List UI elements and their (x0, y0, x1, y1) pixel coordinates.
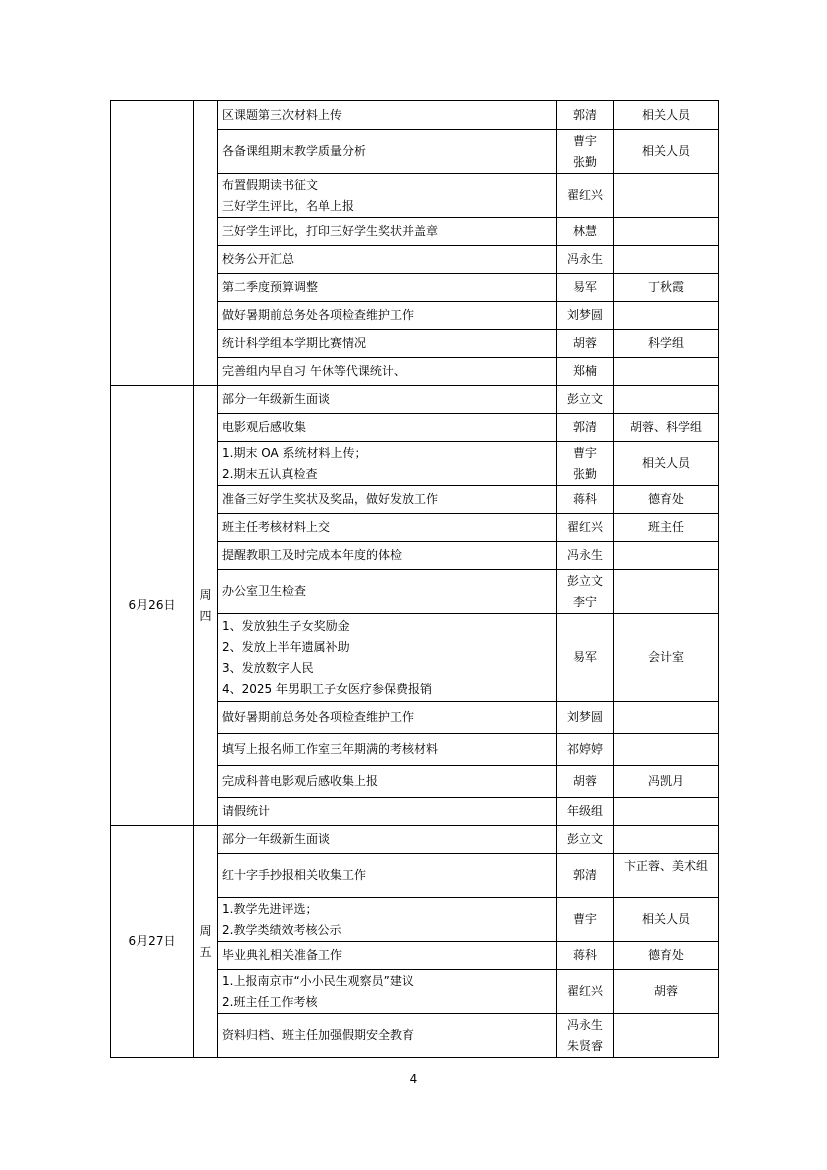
person-name: 易军 (572, 650, 597, 664)
task-line: 三好学生评比，名单上报 (222, 198, 355, 213)
weekday-cell (194, 826, 218, 1058)
collaborator-cell: 胡蓉 (614, 970, 719, 1014)
task-cell (218, 414, 557, 442)
person-cell (557, 302, 614, 330)
task-line: 统计科学组本学期比赛情况 (222, 336, 367, 350)
task-cell (218, 898, 557, 942)
task-cell (218, 514, 557, 542)
task-line: 3、发放数字人民 (222, 660, 314, 675)
task-line: 完善组内早自习 午休等代课统计、 (222, 364, 406, 378)
task-cell (218, 130, 557, 174)
person-cell (557, 414, 614, 442)
person-name: 年级组 (566, 804, 603, 818)
task-cell (218, 570, 557, 614)
task-cell (218, 486, 557, 514)
task-line: 布置假期读书征文 (222, 177, 319, 192)
person-cell (557, 514, 614, 542)
table-row (111, 386, 719, 414)
collaborator-cell (614, 542, 719, 570)
task-cell (218, 246, 557, 274)
task-cell (218, 101, 557, 130)
collaborator-cell: 相关人员 (614, 442, 719, 486)
task-line: 1.上报南京市“小小民生观察员”建议 (222, 973, 414, 988)
person-cell (557, 330, 614, 358)
person-name: 林慧 (572, 224, 597, 238)
task-line: 填写上报名师工作室三年期满的考核材料 (222, 742, 439, 756)
person-name: 翟红兴 (566, 984, 603, 998)
task-line: 4、2025 年男职工子女医疗参保费报销 (222, 681, 432, 696)
person-name: 曹宇 (572, 445, 597, 460)
collaborator-cell: 冯凯月 (614, 766, 719, 798)
collaborator-cell (614, 570, 719, 614)
task-cell (218, 302, 557, 330)
task-cell (218, 854, 557, 898)
weekday-char: 五 (199, 944, 212, 959)
task-line: 区课题第三次材料上传 (222, 107, 343, 122)
weekday-char: 周 (199, 587, 212, 602)
table-row (111, 826, 719, 854)
person-name: 易军 (572, 280, 597, 294)
person-cell (557, 766, 614, 798)
collaborator-cell: 胡蓉、科学组 (614, 414, 719, 442)
table-row (111, 101, 719, 130)
person-name: 冯永生 (566, 1017, 603, 1032)
person-cell (557, 486, 614, 514)
collaborator-cell (614, 174, 719, 218)
task-cell (218, 218, 557, 246)
person-name: 冯永生 (566, 548, 603, 562)
person-name: 彭立文 (566, 573, 603, 588)
schedule-table (110, 100, 719, 1058)
task-line: 红十字手抄报相关收集工作 (222, 868, 367, 882)
task-line: 请假统计 (222, 804, 271, 818)
person-name: 郭清 (572, 107, 597, 122)
task-line: 三好学生评比，打印三好学生奖状并盖章 (222, 224, 439, 238)
collaborator-cell (614, 386, 719, 414)
task-line: 2.教学类绩效考核公示 (222, 922, 342, 937)
task-cell (218, 442, 557, 486)
task-cell (218, 766, 557, 798)
collaborator-cell: 德育处 (614, 486, 719, 514)
task-cell (218, 734, 557, 766)
collaborator-cell (614, 1014, 719, 1058)
collaborator-cell (614, 826, 719, 854)
person-cell (557, 542, 614, 570)
weekday-cell (194, 386, 218, 826)
person-cell (557, 386, 614, 414)
person-cell (557, 614, 614, 702)
person-name: 蒋科 (572, 492, 597, 506)
task-cell (218, 798, 557, 826)
person-cell (557, 970, 614, 1014)
collaborator-cell: 科学组 (614, 330, 719, 358)
weekday-char: 四 (199, 608, 212, 623)
person-name: 李宁 (572, 594, 597, 609)
task-line: 电影观后感收集 (222, 420, 307, 434)
person-name: 郭清 (572, 868, 597, 882)
task-cell (218, 942, 557, 970)
task-line: 提醒教职工及时完成本年度的体检 (222, 548, 403, 562)
person-name: 张勤 (572, 154, 597, 169)
person-cell (557, 826, 614, 854)
person-name: 刘梦圆 (566, 710, 603, 724)
weekday-cell (194, 101, 218, 386)
person-name: 翟红兴 (566, 520, 603, 534)
person-cell (557, 898, 614, 942)
person-cell (557, 358, 614, 386)
task-line: 各备课组期末教学质量分析 (222, 144, 367, 158)
task-line: 校务公开汇总 (222, 252, 295, 266)
person-cell (557, 130, 614, 174)
task-line: 完成科普电影观后感收集上报 (222, 774, 379, 788)
task-line: 部分一年级新生面谈 (222, 392, 331, 406)
collaborator-cell (614, 218, 719, 246)
task-line: 2、发放上半年遗属补助 (222, 639, 350, 654)
person-name: 彭立文 (566, 392, 603, 406)
task-line: 部分一年级新生面谈 (222, 832, 331, 846)
task-line: 1、发放独生子女奖励金 (222, 618, 350, 633)
task-line: 2.班主任工作考核 (222, 994, 318, 1009)
person-name: 曹宇 (572, 912, 597, 926)
collaborator-cell: 相关人员 (614, 101, 719, 130)
person-cell (557, 734, 614, 766)
person-cell (557, 570, 614, 614)
collaborator-cell (614, 246, 719, 274)
task-cell (218, 386, 557, 414)
person-name: 胡蓉 (572, 336, 597, 350)
collaborator-cell: 丁秋霞 (614, 274, 719, 302)
task-cell (218, 330, 557, 358)
person-name: 张勤 (572, 466, 597, 481)
person-name: 朱贤睿 (566, 1038, 603, 1053)
person-name: 胡蓉 (572, 774, 597, 788)
schedule-body (111, 101, 719, 1058)
task-cell (218, 274, 557, 302)
task-cell (218, 1014, 557, 1058)
task-cell (218, 542, 557, 570)
task-line: 做好暑期前总务处各项检查维护工作 (222, 308, 415, 322)
collaborator-cell (614, 734, 719, 766)
task-cell (218, 826, 557, 854)
task-line: 1.教学先进评选； (222, 901, 318, 916)
page-number: 4 (409, 1072, 418, 1086)
person-cell (557, 246, 614, 274)
task-line: 第二季度预算调整 (222, 280, 319, 294)
collaborator-cell: 相关人员 (614, 130, 719, 174)
task-cell (218, 970, 557, 1014)
person-name: 翟红兴 (566, 188, 603, 202)
person-cell (557, 442, 614, 486)
task-cell (218, 358, 557, 386)
collaborator-cell: 相关人员 (614, 898, 719, 942)
collaborator-cell: 德育处 (614, 942, 719, 970)
task-line: 做好暑期前总务处各项检查维护工作 (222, 710, 415, 724)
person-name: 曹宇 (572, 133, 597, 148)
task-cell (218, 702, 557, 734)
date-cell (111, 101, 194, 386)
collaborator-cell (614, 702, 719, 734)
task-cell (218, 174, 557, 218)
person-name: 冯永生 (566, 252, 603, 266)
person-name: 蒋科 (572, 948, 597, 962)
person-cell (557, 1014, 614, 1058)
task-line: 资料归档、班主任加强假期安全教育 (222, 1028, 415, 1042)
task-line: 1.期末 OA 系统材料上传； (222, 445, 367, 460)
person-name: 郑楠 (572, 364, 597, 378)
person-cell (557, 274, 614, 302)
task-cell (218, 614, 557, 702)
person-cell (557, 854, 614, 898)
collaborator-cell (614, 302, 719, 330)
task-line: 班主任考核材料上交 (222, 520, 331, 534)
task-line: 办公室卫生检查 (222, 584, 307, 598)
collaborator-cell: 会计室 (614, 614, 719, 702)
person-cell (557, 702, 614, 734)
task-line: 毕业典礼相关准备工作 (222, 948, 343, 962)
date-cell: 6月26日 (111, 386, 194, 826)
person-name: 祁婷婷 (566, 742, 603, 756)
person-name: 彭立文 (566, 832, 603, 846)
person-cell (557, 942, 614, 970)
person-name: 刘梦圆 (566, 308, 603, 322)
task-line: 2.期末五认真检查 (222, 466, 318, 481)
collaborator-cell: 班主任 (614, 514, 719, 542)
date-cell: 6月27日 (111, 826, 194, 1058)
task-line: 准备三好学生奖状及奖品，做好发放工作 (222, 492, 439, 506)
person-name: 郭清 (572, 420, 597, 434)
person-cell (557, 798, 614, 826)
weekday-char: 周 (199, 923, 212, 938)
collaborator-cell: 卞正蓉、美术组 (614, 854, 719, 898)
person-cell (557, 218, 614, 246)
person-cell (557, 174, 614, 218)
person-cell (557, 101, 614, 130)
collaborator-cell (614, 798, 719, 826)
collaborator-cell (614, 358, 719, 386)
